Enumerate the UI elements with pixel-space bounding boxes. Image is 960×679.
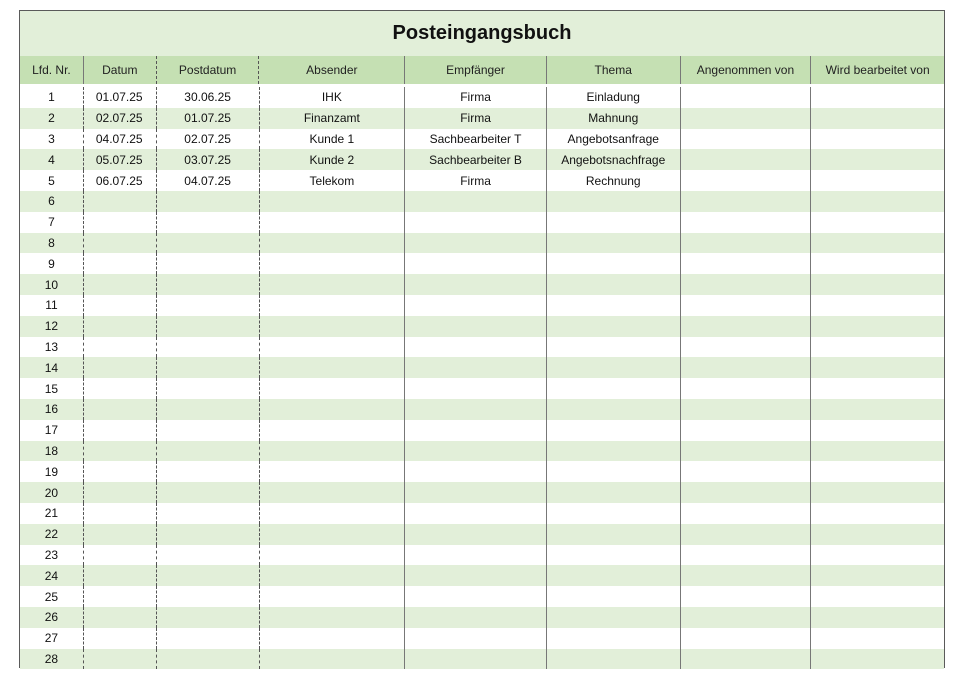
table-row bbox=[20, 628, 944, 649]
table-header bbox=[20, 56, 944, 84]
cell-lfd-nr[interactable]: 16 bbox=[20, 399, 84, 420]
cell-thema[interactable] bbox=[547, 233, 681, 254]
cell-absender[interactable] bbox=[260, 233, 406, 254]
table-row bbox=[20, 378, 944, 399]
cell-datum[interactable] bbox=[84, 357, 157, 378]
cell-lfd-nr[interactable]: 18 bbox=[20, 441, 84, 462]
cell-absender[interactable] bbox=[260, 191, 406, 212]
cell-thema[interactable] bbox=[547, 524, 681, 545]
table-row bbox=[20, 170, 944, 191]
cell-postdatum[interactable]: 03.07.25 bbox=[157, 149, 260, 170]
cell-thema[interactable]: Mahnung bbox=[547, 108, 681, 129]
cell-lfd-nr[interactable]: 1 bbox=[20, 87, 84, 108]
cell-thema[interactable]: Rechnung bbox=[547, 170, 681, 191]
cell-lfd-nr[interactable]: 28 bbox=[20, 649, 84, 670]
cell-datum[interactable] bbox=[84, 378, 157, 399]
cell-postdatum[interactable] bbox=[157, 337, 260, 358]
cell-datum[interactable] bbox=[84, 628, 157, 649]
column-header-lfd-nr: Lfd. Nr. bbox=[20, 56, 84, 84]
cell-postdatum[interactable] bbox=[157, 441, 260, 462]
cell-thema[interactable] bbox=[547, 253, 681, 274]
cell-angenommen-von[interactable] bbox=[681, 524, 812, 545]
cell-angenommen-von[interactable] bbox=[681, 337, 812, 358]
cell-empfaenger[interactable] bbox=[405, 253, 547, 274]
cell-lfd-nr[interactable]: 13 bbox=[20, 337, 84, 358]
cell-postdatum[interactable]: 04.07.25 bbox=[157, 170, 260, 191]
cell-thema[interactable] bbox=[547, 482, 681, 503]
cell-empfaenger[interactable] bbox=[405, 295, 547, 316]
cell-thema[interactable] bbox=[547, 212, 681, 233]
cell-thema[interactable] bbox=[547, 441, 681, 462]
cell-wird-bearbeitet-von[interactable] bbox=[811, 337, 944, 358]
cell-datum[interactable] bbox=[84, 482, 157, 503]
cell-angenommen-von[interactable] bbox=[681, 565, 812, 586]
table-row bbox=[20, 87, 944, 108]
cell-lfd-nr[interactable]: 5 bbox=[20, 170, 84, 191]
cell-datum[interactable] bbox=[84, 253, 157, 274]
cell-wird-bearbeitet-von[interactable] bbox=[811, 108, 944, 129]
cell-empfaenger[interactable] bbox=[405, 482, 547, 503]
cell-postdatum[interactable] bbox=[157, 628, 260, 649]
cell-datum[interactable] bbox=[84, 649, 157, 670]
table-row bbox=[20, 274, 944, 295]
cell-wird-bearbeitet-von[interactable] bbox=[811, 191, 944, 212]
cell-wird-bearbeitet-von[interactable] bbox=[811, 233, 944, 254]
table-body bbox=[20, 87, 944, 669]
table-row bbox=[20, 420, 944, 441]
cell-empfaenger[interactable]: Firma bbox=[405, 170, 547, 191]
cell-wird-bearbeitet-von[interactable] bbox=[811, 607, 944, 628]
cell-lfd-nr[interactable]: 4 bbox=[20, 149, 84, 170]
cell-thema[interactable] bbox=[547, 295, 681, 316]
cell-lfd-nr[interactable]: 12 bbox=[20, 316, 84, 337]
cell-postdatum[interactable] bbox=[157, 295, 260, 316]
cell-lfd-nr[interactable]: 26 bbox=[20, 607, 84, 628]
cell-postdatum[interactable] bbox=[157, 545, 260, 566]
cell-datum[interactable] bbox=[84, 191, 157, 212]
cell-angenommen-von[interactable] bbox=[681, 378, 812, 399]
cell-lfd-nr[interactable]: 19 bbox=[20, 461, 84, 482]
cell-empfaenger[interactable] bbox=[405, 357, 547, 378]
cell-lfd-nr[interactable]: 14 bbox=[20, 357, 84, 378]
cell-angenommen-von[interactable] bbox=[681, 461, 812, 482]
cell-angenommen-von[interactable] bbox=[681, 149, 812, 170]
table-row bbox=[20, 399, 944, 420]
cell-angenommen-von[interactable] bbox=[681, 607, 812, 628]
cell-absender[interactable]: IHK bbox=[260, 87, 406, 108]
cell-postdatum[interactable] bbox=[157, 399, 260, 420]
cell-absender[interactable] bbox=[260, 524, 406, 545]
table-row bbox=[20, 129, 944, 150]
cell-angenommen-von[interactable] bbox=[681, 357, 812, 378]
cell-wird-bearbeitet-von[interactable] bbox=[811, 545, 944, 566]
cell-wird-bearbeitet-von[interactable] bbox=[811, 524, 944, 545]
cell-lfd-nr[interactable]: 22 bbox=[20, 524, 84, 545]
cell-absender[interactable]: Kunde 1 bbox=[260, 129, 406, 150]
cell-thema[interactable] bbox=[547, 191, 681, 212]
cell-thema[interactable] bbox=[547, 649, 681, 670]
cell-empfaenger[interactable] bbox=[405, 524, 547, 545]
cell-wird-bearbeitet-von[interactable] bbox=[811, 649, 944, 670]
cell-wird-bearbeitet-von[interactable] bbox=[811, 295, 944, 316]
cell-angenommen-von[interactable] bbox=[681, 545, 812, 566]
cell-datum[interactable] bbox=[84, 233, 157, 254]
table-row bbox=[20, 295, 944, 316]
cell-wird-bearbeitet-von[interactable] bbox=[811, 316, 944, 337]
cell-angenommen-von[interactable] bbox=[681, 649, 812, 670]
cell-postdatum[interactable] bbox=[157, 378, 260, 399]
cell-empfaenger[interactable] bbox=[405, 274, 547, 295]
table-row bbox=[20, 565, 944, 586]
cell-angenommen-von[interactable] bbox=[681, 503, 812, 524]
cell-datum[interactable] bbox=[84, 316, 157, 337]
cell-angenommen-von[interactable] bbox=[681, 441, 812, 462]
table-row bbox=[20, 253, 944, 274]
cell-lfd-nr[interactable]: 25 bbox=[20, 586, 84, 607]
cell-postdatum[interactable] bbox=[157, 357, 260, 378]
cell-angenommen-von[interactable] bbox=[681, 253, 812, 274]
cell-empfaenger[interactable] bbox=[405, 461, 547, 482]
cell-datum[interactable] bbox=[84, 212, 157, 233]
cell-absender[interactable] bbox=[260, 503, 406, 524]
cell-postdatum[interactable] bbox=[157, 191, 260, 212]
cell-wird-bearbeitet-von[interactable] bbox=[811, 461, 944, 482]
cell-wird-bearbeitet-von[interactable] bbox=[811, 420, 944, 441]
cell-thema[interactable] bbox=[547, 607, 681, 628]
cell-wird-bearbeitet-von[interactable] bbox=[811, 149, 944, 170]
cell-datum[interactable] bbox=[84, 503, 157, 524]
cell-empfaenger[interactable] bbox=[405, 337, 547, 358]
cell-wird-bearbeitet-von[interactable] bbox=[811, 628, 944, 649]
cell-postdatum[interactable] bbox=[157, 420, 260, 441]
column-header-postdatum: Postdatum bbox=[157, 56, 260, 84]
table-row bbox=[20, 586, 944, 607]
cell-absender[interactable] bbox=[260, 441, 406, 462]
cell-thema[interactable] bbox=[547, 337, 681, 358]
cell-absender[interactable] bbox=[260, 628, 406, 649]
cell-postdatum[interactable] bbox=[157, 565, 260, 586]
cell-absender[interactable] bbox=[260, 461, 406, 482]
cell-datum[interactable] bbox=[84, 441, 157, 462]
cell-postdatum[interactable] bbox=[157, 316, 260, 337]
cell-wird-bearbeitet-von[interactable] bbox=[811, 441, 944, 462]
cell-datum[interactable]: 01.07.25 bbox=[84, 87, 157, 108]
cell-angenommen-von[interactable] bbox=[681, 420, 812, 441]
cell-thema[interactable] bbox=[547, 628, 681, 649]
cell-postdatum[interactable]: 01.07.25 bbox=[157, 108, 260, 129]
cell-datum[interactable]: 04.07.25 bbox=[84, 129, 157, 150]
cell-thema[interactable] bbox=[547, 586, 681, 607]
cell-postdatum[interactable] bbox=[157, 586, 260, 607]
posteingangsbuch-sheet bbox=[19, 10, 945, 668]
cell-angenommen-von[interactable] bbox=[681, 586, 812, 607]
cell-absender[interactable]: Finanzamt bbox=[260, 108, 406, 129]
cell-wird-bearbeitet-von[interactable] bbox=[811, 586, 944, 607]
cell-absender[interactable] bbox=[260, 482, 406, 503]
cell-lfd-nr[interactable]: 7 bbox=[20, 212, 84, 233]
cell-absender[interactable] bbox=[260, 337, 406, 358]
cell-lfd-nr[interactable]: 15 bbox=[20, 378, 84, 399]
cell-postdatum[interactable] bbox=[157, 503, 260, 524]
cell-empfaenger[interactable]: Sachbearbeiter B bbox=[405, 149, 547, 170]
cell-lfd-nr[interactable]: 27 bbox=[20, 628, 84, 649]
cell-thema[interactable]: Angebotsanfrage bbox=[547, 129, 681, 150]
cell-lfd-nr[interactable]: 20 bbox=[20, 482, 84, 503]
cell-wird-bearbeitet-von[interactable] bbox=[811, 482, 944, 503]
cell-datum[interactable] bbox=[84, 337, 157, 358]
cell-absender[interactable] bbox=[260, 565, 406, 586]
cell-absender[interactable] bbox=[260, 274, 406, 295]
table-row bbox=[20, 337, 944, 358]
cell-angenommen-von[interactable] bbox=[681, 87, 812, 108]
cell-absender[interactable] bbox=[260, 545, 406, 566]
cell-postdatum[interactable] bbox=[157, 233, 260, 254]
cell-lfd-nr[interactable]: 17 bbox=[20, 420, 84, 441]
cell-wird-bearbeitet-von[interactable] bbox=[811, 212, 944, 233]
cell-empfaenger[interactable] bbox=[405, 607, 547, 628]
cell-postdatum[interactable] bbox=[157, 649, 260, 670]
cell-lfd-nr[interactable]: 8 bbox=[20, 233, 84, 254]
table-row bbox=[20, 524, 944, 545]
cell-absender[interactable] bbox=[260, 295, 406, 316]
cell-angenommen-von[interactable] bbox=[681, 295, 812, 316]
cell-postdatum[interactable] bbox=[157, 524, 260, 545]
cell-thema[interactable] bbox=[547, 274, 681, 295]
cell-empfaenger[interactable] bbox=[405, 212, 547, 233]
cell-thema[interactable] bbox=[547, 565, 681, 586]
cell-postdatum[interactable] bbox=[157, 274, 260, 295]
cell-wird-bearbeitet-von[interactable] bbox=[811, 399, 944, 420]
cell-angenommen-von[interactable] bbox=[681, 628, 812, 649]
cell-thema[interactable] bbox=[547, 461, 681, 482]
cell-absender[interactable] bbox=[260, 607, 406, 628]
cell-absender[interactable] bbox=[260, 399, 406, 420]
cell-lfd-nr[interactable]: 21 bbox=[20, 503, 84, 524]
column-header-absender: Absender bbox=[259, 56, 405, 84]
cell-empfaenger[interactable] bbox=[405, 545, 547, 566]
cell-angenommen-von[interactable] bbox=[681, 316, 812, 337]
cell-wird-bearbeitet-von[interactable] bbox=[811, 253, 944, 274]
column-header-empfaenger: Empfänger bbox=[405, 56, 547, 84]
cell-postdatum[interactable] bbox=[157, 253, 260, 274]
cell-absender[interactable] bbox=[260, 253, 406, 274]
column-header-thema: Thema bbox=[547, 56, 681, 84]
table-row bbox=[20, 482, 944, 503]
cell-empfaenger[interactable] bbox=[405, 565, 547, 586]
cell-lfd-nr[interactable]: 9 bbox=[20, 253, 84, 274]
cell-absender[interactable]: Kunde 2 bbox=[260, 149, 406, 170]
cell-lfd-nr[interactable]: 10 bbox=[20, 274, 84, 295]
table-row bbox=[20, 212, 944, 233]
cell-angenommen-von[interactable] bbox=[681, 233, 812, 254]
cell-datum[interactable] bbox=[84, 607, 157, 628]
cell-thema[interactable] bbox=[547, 316, 681, 337]
table-row bbox=[20, 607, 944, 628]
column-header-datum: Datum bbox=[84, 56, 157, 84]
cell-wird-bearbeitet-von[interactable] bbox=[811, 378, 944, 399]
cell-empfaenger[interactable]: Firma bbox=[405, 108, 547, 129]
cell-absender[interactable] bbox=[260, 212, 406, 233]
cell-lfd-nr[interactable]: 23 bbox=[20, 545, 84, 566]
cell-wird-bearbeitet-von[interactable] bbox=[811, 503, 944, 524]
cell-empfaenger[interactable] bbox=[405, 399, 547, 420]
cell-datum[interactable] bbox=[84, 420, 157, 441]
cell-lfd-nr[interactable]: 24 bbox=[20, 565, 84, 586]
cell-postdatum[interactable]: 02.07.25 bbox=[157, 129, 260, 150]
cell-wird-bearbeitet-von[interactable] bbox=[811, 87, 944, 108]
table-row bbox=[20, 357, 944, 378]
table-row bbox=[20, 503, 944, 524]
cell-datum[interactable]: 02.07.25 bbox=[84, 108, 157, 129]
cell-datum[interactable] bbox=[84, 545, 157, 566]
cell-absender[interactable] bbox=[260, 378, 406, 399]
cell-thema[interactable] bbox=[547, 399, 681, 420]
cell-empfaenger[interactable] bbox=[405, 191, 547, 212]
cell-empfaenger[interactable] bbox=[405, 649, 547, 670]
cell-datum[interactable]: 05.07.25 bbox=[84, 149, 157, 170]
cell-empfaenger[interactable]: Sachbearbeiter T bbox=[405, 129, 547, 150]
cell-empfaenger[interactable] bbox=[405, 503, 547, 524]
cell-empfaenger[interactable] bbox=[405, 586, 547, 607]
cell-angenommen-von[interactable] bbox=[681, 399, 812, 420]
table-row bbox=[20, 461, 944, 482]
cell-datum[interactable] bbox=[84, 461, 157, 482]
cell-wird-bearbeitet-von[interactable] bbox=[811, 274, 944, 295]
table-row bbox=[20, 233, 944, 254]
cell-wird-bearbeitet-von[interactable] bbox=[811, 170, 944, 191]
cell-empfaenger[interactable] bbox=[405, 420, 547, 441]
cell-thema[interactable]: Einladung bbox=[547, 87, 681, 108]
table-row bbox=[20, 649, 944, 670]
cell-angenommen-von[interactable] bbox=[681, 170, 812, 191]
table-row bbox=[20, 149, 944, 170]
cell-empfaenger[interactable] bbox=[405, 441, 547, 462]
cell-absender[interactable] bbox=[260, 649, 406, 670]
column-header-angenommen-von: Angenommen von bbox=[681, 56, 812, 84]
cell-thema[interactable] bbox=[547, 357, 681, 378]
cell-angenommen-von[interactable] bbox=[681, 482, 812, 503]
table-row bbox=[20, 441, 944, 462]
cell-datum[interactable] bbox=[84, 295, 157, 316]
page-title: Posteingangsbuch bbox=[20, 11, 944, 57]
cell-absender[interactable] bbox=[260, 586, 406, 607]
cell-empfaenger[interactable]: Firma bbox=[405, 87, 547, 108]
cell-empfaenger[interactable] bbox=[405, 628, 547, 649]
table-row bbox=[20, 191, 944, 212]
table-row bbox=[20, 316, 944, 337]
cell-lfd-nr[interactable]: 3 bbox=[20, 129, 84, 150]
table-row bbox=[20, 108, 944, 129]
cell-angenommen-von[interactable] bbox=[681, 108, 812, 129]
cell-postdatum[interactable] bbox=[157, 461, 260, 482]
cell-thema[interactable] bbox=[547, 503, 681, 524]
cell-postdatum[interactable] bbox=[157, 607, 260, 628]
cell-postdatum[interactable] bbox=[157, 212, 260, 233]
cell-empfaenger[interactable] bbox=[405, 316, 547, 337]
cell-wird-bearbeitet-von[interactable] bbox=[811, 565, 944, 586]
cell-datum[interactable]: 06.07.25 bbox=[84, 170, 157, 191]
cell-empfaenger[interactable] bbox=[405, 378, 547, 399]
table-row bbox=[20, 545, 944, 566]
cell-angenommen-von[interactable] bbox=[681, 191, 812, 212]
cell-angenommen-von[interactable] bbox=[681, 212, 812, 233]
cell-wird-bearbeitet-von[interactable] bbox=[811, 129, 944, 150]
cell-absender[interactable] bbox=[260, 316, 406, 337]
cell-datum[interactable] bbox=[84, 399, 157, 420]
cell-absender[interactable] bbox=[260, 420, 406, 441]
cell-lfd-nr[interactable]: 11 bbox=[20, 295, 84, 316]
cell-empfaenger[interactable] bbox=[405, 233, 547, 254]
column-header-wird-bearbeitet-von: Wird bearbeitet von bbox=[825, 63, 930, 77]
cell-datum[interactable] bbox=[84, 586, 157, 607]
cell-wird-bearbeitet-von[interactable] bbox=[811, 357, 944, 378]
cell-angenommen-von[interactable] bbox=[681, 274, 812, 295]
cell-postdatum[interactable]: 30.06.25 bbox=[157, 87, 260, 108]
cell-absender[interactable]: Telekom bbox=[260, 170, 406, 191]
cell-thema[interactable]: Angebotsnachfrage bbox=[547, 149, 681, 170]
cell-thema[interactable] bbox=[547, 420, 681, 441]
cell-absender[interactable] bbox=[260, 357, 406, 378]
cell-lfd-nr[interactable]: 6 bbox=[20, 191, 84, 212]
cell-datum[interactable] bbox=[84, 524, 157, 545]
cell-angenommen-von[interactable] bbox=[681, 129, 812, 150]
cell-postdatum[interactable] bbox=[157, 482, 260, 503]
cell-thema[interactable] bbox=[547, 545, 681, 566]
cell-datum[interactable] bbox=[84, 565, 157, 586]
cell-thema[interactable] bbox=[547, 378, 681, 399]
cell-datum[interactable] bbox=[84, 274, 157, 295]
cell-lfd-nr[interactable]: 2 bbox=[20, 108, 84, 129]
